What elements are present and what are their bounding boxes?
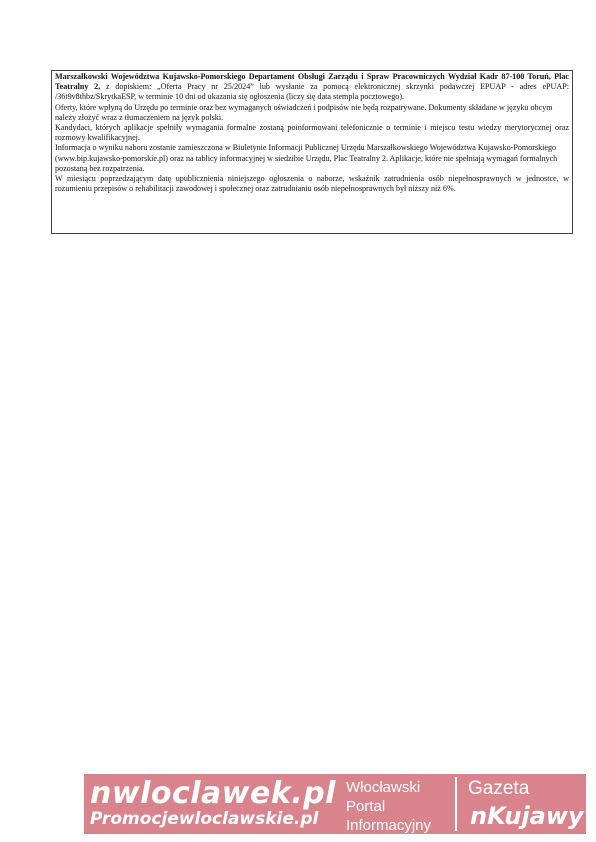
notice-paragraph-disability-rate: W miesiącu poprzedzającym datę upublicznienia niniejszego ogłoszenia o naborze, wskaźnik zatrudnienia osób niepełnosprawnych w jednostce, w rozumieniu przepisów o rehabilitacji zawodowej i społecznej oraz zatrudnianiu osób niepełnosprawnych był niższy niż 6%. [55, 174, 569, 194]
notice-address-bold: Marszałkowski Województwa Kujawsko-Pomorskiego Departament Obsługi Zarządu i Spraw Pracowniczych Wydział Kadr 87-100 Toruń, Plac Teatralny 2, [55, 72, 569, 92]
notice-box [51, 70, 573, 234]
notice-address-rest: z dopiskiem: „Oferta Pracy nr 25/2024” lub wysłanie za pomocą elektronicznej skrzynki podawczej EPUAP - adres ePUAP: /36t9v8thbz/SkrytkaESP, w terminie 10 dni od ukazania się ogłoszenia (liczy się data stempla pocztowego). [55, 82, 569, 102]
banner-gazeta-label: Gazeta [468, 778, 530, 799]
banner-promo-site[interactable]: Promocjewloclawskie.pl [90, 809, 319, 829]
banner-site-logo[interactable]: nwloclawek.pl [90, 776, 336, 811]
notice-paragraph-results: Informacja o wyniku naboru zostanie zamieszczona w Biuletynie Informacji Publicznej Urzędu Marszałkowskiego Województwa Kujawsko-Pomorskiego (www.bip.kujawsko-pomorskie.pl) oraz na tablicy informacyjnej w siedzibie Urzędu, Plac Teatralny 2. Aplikacje, które nie spełniają wymagań formalnych pozostaną bez rozpatrzenia. [55, 143, 558, 173]
banner-nkujawy-logo[interactable]: nKujawy [470, 802, 584, 830]
notice-paragraph-address [55, 72, 569, 103]
banner-divider [455, 777, 457, 831]
notice-paragraph-late-offers: Oferty, które wpłyną do Urzędu po terminie oraz bez wymaganych oświadczeń i podpisów nie będą rozpatrywane. Dokumenty składane w języku obcym należy złożyć wraz z tłumaczeniem na język polski. [55, 102, 553, 122]
notice-paragraph-candidates: Kandydaci, których aplikacje spełniły wymagania formalne zostaną poinformowani telefonicznie o terminie i miejscu testu wiedzy merytorycznej oraz rozmowy kwalifikacyjnej. [55, 123, 569, 143]
footer-banner[interactable] [84, 774, 586, 834]
banner-portal-label: Włocławski Portal Informacyjny [346, 779, 432, 834]
